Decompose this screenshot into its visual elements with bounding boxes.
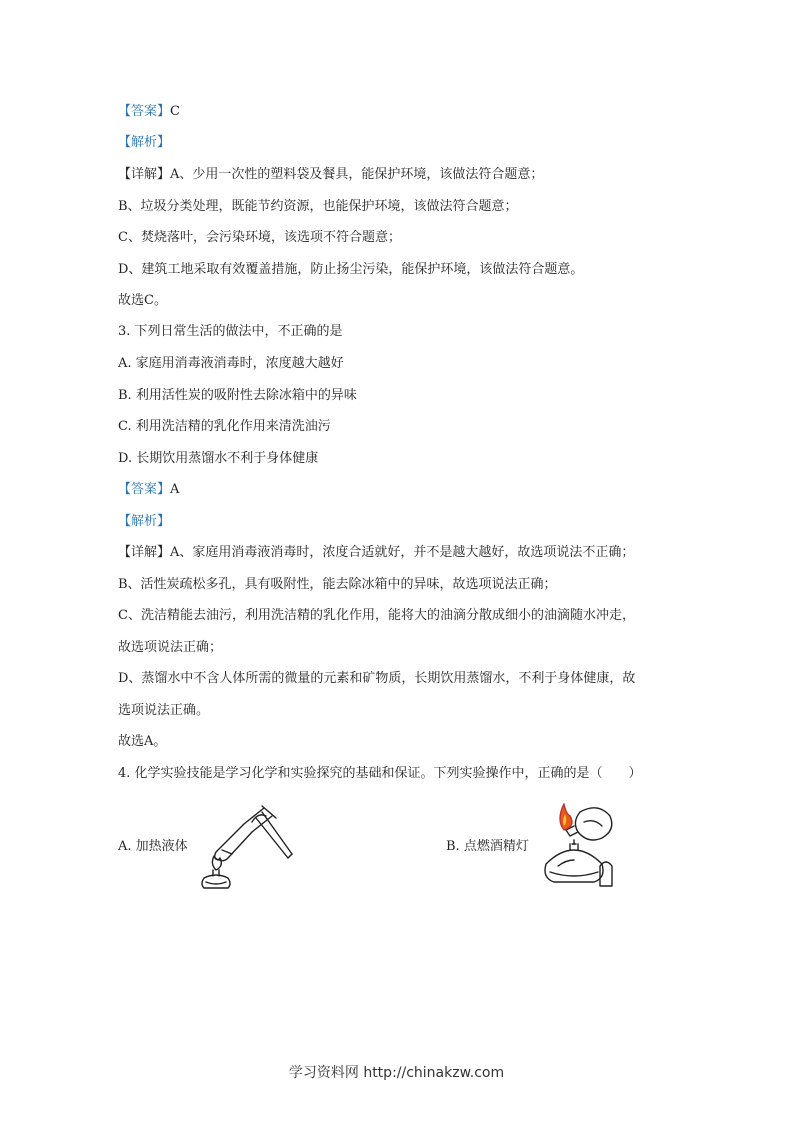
option-b-label: B. 点燃酒精灯 — [446, 839, 529, 854]
paragraph-line: 【详解】A、家庭用消毒液消毒时，浓度合适就好，并不是越大越好，故选项说法不正确； — [118, 545, 635, 560]
paragraph-line: 故选C。 — [118, 293, 167, 308]
answer-line: 【答案】A — [118, 482, 180, 497]
paragraph-line: 【详解】A、少用一次性的塑料袋及餐具，能保护环境，该做法符合题意； — [118, 167, 544, 182]
paragraph-line: 选项说法正确。 — [118, 703, 210, 718]
paragraph-line: B、活性炭疏松多孔，具有吸附性，能去除冰箱中的异味，故选项说法正确； — [118, 577, 557, 592]
analysis-heading: 【解析】 — [118, 135, 171, 150]
paragraph-line: 故选A。 — [118, 734, 167, 749]
paragraph-line: B、垃圾分类处理，既能节约资源，也能保护环境，该做法符合题意； — [118, 199, 518, 214]
answer-line: 【答案】C — [118, 104, 180, 119]
question-4: 4. 化学实验技能是学习化学和实验探究的基础和保证。下列实验操作中，正确的是（ ） — [118, 766, 642, 781]
footer-watermark: 学习资料网 http://chinakzw.com — [288, 1065, 505, 1081]
question-option: B. 利用活性炭的吸附性去除冰箱中的异味 — [118, 388, 357, 403]
paragraph-line: D、蒸馏水中不含人体所需的微量的元素和矿物质，长期饮用蒸馏水，不利于身体健康，故 — [118, 671, 636, 686]
question-option: A. 家庭用消毒液消毒时，浓度越大越好 — [118, 356, 344, 371]
question-option: C. 利用洗洁精的乳化作用来清洗油污 — [118, 419, 331, 434]
question-option: D. 长期饮用蒸馏水不利于身体健康 — [118, 451, 319, 466]
paragraph-line: C、焚烧落叶，会污染环境，该选项不符合题意； — [118, 230, 401, 245]
analysis-heading: 【解析】 — [118, 514, 171, 529]
paragraph-line: D、建筑工地采取有效覆盖措施，防止扬尘污染，能保护环境，该做法符合题意。 — [118, 262, 584, 277]
lighting-alcohol-lamp-figure — [536, 800, 636, 892]
heating-liquid-figure — [192, 798, 304, 894]
paragraph-line: 故选项说法正确； — [118, 640, 223, 655]
paragraph-line: C、洗洁精能去油污，利用洗洁精的乳化作用，能将大的油滴分散成细小的油滴随水冲走， — [118, 608, 635, 623]
option-a-label: A. 加热液体 — [118, 839, 188, 854]
question-3: 3. 下列日常生活的做法中，不正确的是 — [118, 324, 343, 339]
